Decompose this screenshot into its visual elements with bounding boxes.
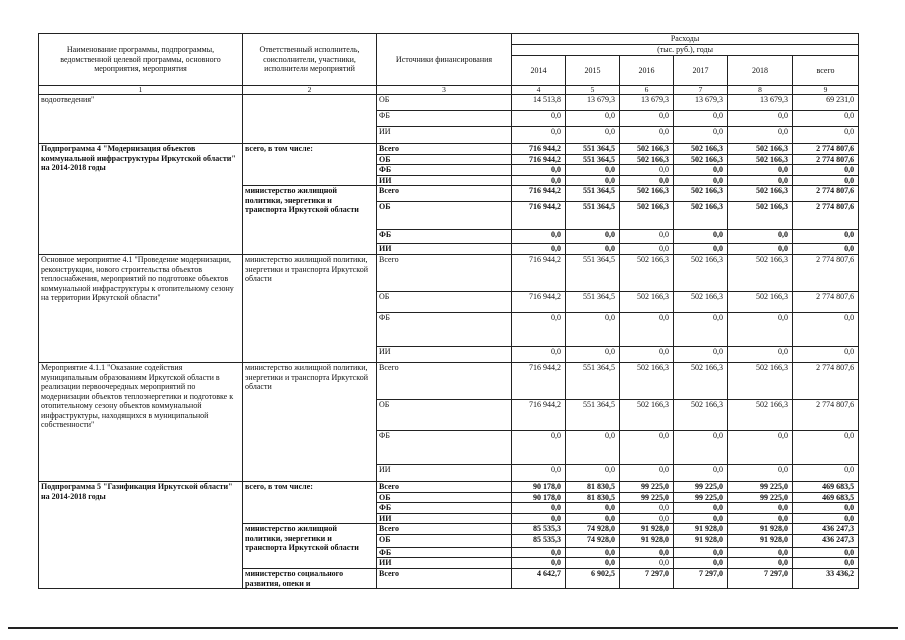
year-value-cell: 502 166,3	[674, 186, 728, 202]
year-value-cell: 0,0	[620, 230, 674, 244]
total-value-cell: 0,0	[793, 465, 859, 482]
funding-source-cell: Всего	[377, 524, 512, 535]
year-value-cell: 502 166,3	[620, 202, 674, 230]
year-value-cell: 91 928,0	[728, 534, 793, 547]
year-value-cell: 716 944,2	[512, 363, 566, 400]
year-value-cell: 502 166,3	[620, 363, 674, 400]
year-value-cell: 502 166,3	[728, 292, 793, 313]
year-value-cell: 0,0	[620, 347, 674, 363]
funding-source-cell: Всего	[377, 569, 512, 589]
year-value-cell: 551 364,5	[566, 255, 620, 292]
year-value-cell: 502 166,3	[620, 255, 674, 292]
funding-source-cell: ФБ	[377, 313, 512, 347]
year-value-cell: 85 535,3	[512, 524, 566, 535]
year-value-cell: 0,0	[512, 111, 566, 127]
year-value-cell: 502 166,3	[728, 186, 793, 202]
year-value-cell: 0,0	[512, 347, 566, 363]
year-value-cell: 13 679,3	[620, 95, 674, 111]
total-value-cell: 0,0	[793, 347, 859, 363]
year-value-cell: 0,0	[512, 431, 566, 465]
year-value-cell: 4 642,7	[512, 569, 566, 589]
year-value-cell: 91 928,0	[674, 524, 728, 535]
year-value-cell: 0,0	[674, 431, 728, 465]
executor-cell: министерство жилищной политики, энергетики и транспорта Иркутской области	[243, 363, 377, 482]
funding-source-cell: ИИ	[377, 558, 512, 569]
year-value-cell: 551 364,5	[566, 144, 620, 155]
year-value-cell: 0,0	[620, 127, 674, 144]
year-value-cell: 716 944,2	[512, 400, 566, 431]
total-value-cell: 0,0	[793, 431, 859, 465]
executor-cell: всего, в том числе:	[243, 482, 377, 524]
year-value-cell: 0,0	[620, 111, 674, 127]
year-value-cell: 99 225,0	[620, 482, 674, 493]
year-value-cell: 0,0	[566, 558, 620, 569]
header-row	[39, 34, 859, 45]
year-value-cell: 0,0	[512, 244, 566, 255]
year-value-cell: 0,0	[566, 244, 620, 255]
year-value-cell: 0,0	[566, 431, 620, 465]
year-value-cell: 0,0	[512, 230, 566, 244]
year-value-cell: 716 944,2	[512, 202, 566, 230]
total-value-cell: 0,0	[793, 503, 859, 514]
total-value-cell: 2 774 807,6	[793, 292, 859, 313]
funding-source-cell: ИИ	[377, 175, 512, 186]
year-value-cell: 0,0	[674, 313, 728, 347]
total-value-cell: 2 774 807,6	[793, 186, 859, 202]
year-value-cell: 0,0	[620, 503, 674, 514]
year-value-cell: 0,0	[512, 558, 566, 569]
header-executor: Ответственный исполнитель, соисполнители, участники, исполнители мероприятий	[243, 34, 377, 86]
executor-cell: всего, в том числе:	[243, 144, 377, 186]
year-value-cell: 0,0	[566, 111, 620, 127]
year-value-cell: 14 513,8	[512, 95, 566, 111]
year-value-cell: 0,0	[620, 244, 674, 255]
year-value-cell: 0,0	[728, 165, 793, 176]
year-value-cell: 0,0	[728, 347, 793, 363]
total-value-cell: 2 774 807,6	[793, 363, 859, 400]
year-value-cell: 0,0	[728, 465, 793, 482]
executor-cell: министерство жилищной политики, энергетики и транспорта Иркутской области	[243, 524, 377, 569]
total-value-cell: 2 774 807,6	[793, 255, 859, 292]
table-body	[39, 95, 859, 589]
total-value-cell: 2 774 807,6	[793, 144, 859, 155]
program-name-cell: водоотведения"	[39, 95, 243, 144]
col-index: 2	[243, 86, 377, 95]
total-value-cell: 469 683,5	[793, 482, 859, 493]
year-value-cell: 0,0	[728, 558, 793, 569]
funding-source-cell: ОБ	[377, 534, 512, 547]
funding-source-cell: ИИ	[377, 244, 512, 255]
year-value-cell: 0,0	[728, 111, 793, 127]
year-value-cell: 502 166,3	[674, 154, 728, 165]
funding-source-cell: ОБ	[377, 400, 512, 431]
funding-source-cell: Всего	[377, 255, 512, 292]
year-value-cell: 7 297,0	[674, 569, 728, 589]
year-value-cell: 0,0	[512, 513, 566, 524]
total-value-cell: 2 774 807,6	[793, 202, 859, 230]
year-value-cell: 0,0	[674, 558, 728, 569]
bottom-divider	[8, 627, 898, 629]
year-value-cell: 551 364,5	[566, 154, 620, 165]
year-value-cell: 0,0	[674, 503, 728, 514]
year-value-cell: 0,0	[728, 503, 793, 514]
col-index: 6	[620, 86, 674, 95]
executor-cell: министерство социального развития, опеки и	[243, 569, 377, 589]
funding-source-cell: ОБ	[377, 292, 512, 313]
year-value-cell: 0,0	[620, 431, 674, 465]
year-value-cell: 0,0	[674, 244, 728, 255]
funding-source-cell: ОБ	[377, 202, 512, 230]
year-value-cell: 0,0	[512, 547, 566, 558]
year-value-cell: 0,0	[674, 175, 728, 186]
total-value-cell: 0,0	[793, 175, 859, 186]
year-2017: 2017	[674, 56, 728, 86]
year-value-cell: 6 902,5	[566, 569, 620, 589]
year-value-cell: 99 225,0	[674, 492, 728, 503]
year-2015: 2015	[566, 56, 620, 86]
table-row	[39, 363, 859, 400]
year-value-cell: 0,0	[620, 465, 674, 482]
year-value-cell: 0,0	[728, 547, 793, 558]
col-index: 8	[728, 86, 793, 95]
year-value-cell: 99 225,0	[728, 482, 793, 493]
year-value-cell: 13 679,3	[728, 95, 793, 111]
year-total: всего	[793, 56, 859, 86]
year-value-cell: 0,0	[512, 313, 566, 347]
total-value-cell: 0,0	[793, 165, 859, 176]
year-value-cell: 551 364,5	[566, 363, 620, 400]
total-value-cell: 2 774 807,6	[793, 154, 859, 165]
header-sources: Источники финансирования	[377, 34, 512, 86]
funding-source-cell: ФБ	[377, 503, 512, 514]
year-2016: 2016	[620, 56, 674, 86]
year-value-cell: 502 166,3	[620, 186, 674, 202]
year-value-cell: 13 679,3	[566, 95, 620, 111]
program-name-cell: Подпрограмма 4 "Модернизация объектов коммунальной инфраструктуры Иркутской области" на 2014-2018 годы	[39, 144, 243, 255]
table-row	[39, 482, 859, 493]
year-value-cell: 502 166,3	[674, 363, 728, 400]
year-value-cell: 7 297,0	[728, 569, 793, 589]
year-value-cell: 90 178,0	[512, 482, 566, 493]
funding-source-cell: Всего	[377, 186, 512, 202]
year-value-cell: 502 166,3	[620, 144, 674, 155]
funding-source-cell: ФБ	[377, 230, 512, 244]
funding-source-cell: ИИ	[377, 127, 512, 144]
year-value-cell: 716 944,2	[512, 255, 566, 292]
funding-source-cell: Всего	[377, 363, 512, 400]
header-expenses: Расходы	[512, 34, 859, 45]
total-value-cell: 436 247,3	[793, 534, 859, 547]
year-value-cell: 502 166,3	[620, 154, 674, 165]
year-value-cell: 502 166,3	[674, 400, 728, 431]
total-value-cell: 33 436,2	[793, 569, 859, 589]
year-value-cell: 502 166,3	[728, 154, 793, 165]
year-value-cell: 0,0	[728, 127, 793, 144]
year-value-cell: 0,0	[728, 313, 793, 347]
year-value-cell: 81 830,5	[566, 482, 620, 493]
total-value-cell: 469 683,5	[793, 492, 859, 503]
year-value-cell: 99 225,0	[674, 482, 728, 493]
year-value-cell: 502 166,3	[674, 292, 728, 313]
year-value-cell: 91 928,0	[674, 534, 728, 547]
year-value-cell: 0,0	[620, 558, 674, 569]
year-value-cell: 91 928,0	[728, 524, 793, 535]
year-value-cell: 0,0	[566, 175, 620, 186]
year-value-cell: 502 166,3	[620, 292, 674, 313]
year-value-cell: 0,0	[728, 230, 793, 244]
table-row	[39, 95, 859, 111]
col-index: 7	[674, 86, 728, 95]
year-value-cell: 716 944,2	[512, 144, 566, 155]
funding-source-cell: ОБ	[377, 154, 512, 165]
year-value-cell: 502 166,3	[620, 400, 674, 431]
col-index: 3	[377, 86, 512, 95]
year-value-cell: 74 928,0	[566, 534, 620, 547]
funding-source-cell: ФБ	[377, 111, 512, 127]
year-value-cell: 551 364,5	[566, 202, 620, 230]
column-index-row	[39, 86, 859, 95]
funding-source-cell: ФБ	[377, 431, 512, 465]
year-value-cell: 0,0	[566, 465, 620, 482]
budget-table	[38, 33, 859, 589]
funding-source-cell: ФБ	[377, 547, 512, 558]
header-units: (тыс. руб.), годы	[512, 45, 859, 56]
budget-sheet	[38, 33, 858, 589]
program-name-cell: Мероприятие 4.1.1 "Оказание содействия муниципальным образованиям Иркутской области в реализации первоочередных мероприятий по модернизации объектов теплоэнергетики и подготовке к отопительному сезону объектов коммунальной инфраструктуры, находящихся в муниципальной собственности"	[39, 363, 243, 482]
year-value-cell: 502 166,3	[728, 255, 793, 292]
year-value-cell: 81 830,5	[566, 492, 620, 503]
year-value-cell: 0,0	[674, 347, 728, 363]
year-value-cell: 0,0	[674, 111, 728, 127]
year-value-cell: 716 944,2	[512, 186, 566, 202]
year-value-cell: 0,0	[728, 513, 793, 524]
year-value-cell: 551 364,5	[566, 186, 620, 202]
header-name: Наименование программы, подпрограммы, ведомственной целевой программы, основного мероприятия, мероприятия	[39, 34, 243, 86]
table-row	[39, 144, 859, 155]
program-name-cell: Подпрограмма 5 "Газификация Иркутской области" на 2014-2018 годы	[39, 482, 243, 589]
year-value-cell: 0,0	[566, 513, 620, 524]
executor-cell: министерство жилищной политики, энергетики и транспорта Иркутской области	[243, 255, 377, 363]
year-value-cell: 502 166,3	[728, 400, 793, 431]
funding-source-cell: Всего	[377, 482, 512, 493]
funding-source-cell: ФБ	[377, 165, 512, 176]
year-value-cell: 0,0	[620, 547, 674, 558]
year-value-cell: 0,0	[566, 165, 620, 176]
year-value-cell: 99 225,0	[728, 492, 793, 503]
funding-source-cell: ИИ	[377, 465, 512, 482]
year-value-cell: 91 928,0	[620, 534, 674, 547]
funding-source-cell: Всего	[377, 144, 512, 155]
year-value-cell: 551 364,5	[566, 400, 620, 431]
year-value-cell: 716 944,2	[512, 154, 566, 165]
total-value-cell: 0,0	[793, 558, 859, 569]
year-value-cell: 0,0	[512, 175, 566, 186]
year-value-cell: 0,0	[566, 127, 620, 144]
year-value-cell: 13 679,3	[674, 95, 728, 111]
year-value-cell: 0,0	[674, 465, 728, 482]
total-value-cell: 0,0	[793, 547, 859, 558]
year-value-cell: 7 297,0	[620, 569, 674, 589]
year-value-cell: 0,0	[512, 127, 566, 144]
year-value-cell: 0,0	[512, 165, 566, 176]
total-value-cell: 436 247,3	[793, 524, 859, 535]
year-value-cell: 0,0	[512, 503, 566, 514]
year-value-cell: 99 225,0	[620, 492, 674, 503]
year-value-cell: 0,0	[566, 347, 620, 363]
year-2018: 2018	[728, 56, 793, 86]
year-value-cell: 0,0	[566, 230, 620, 244]
year-value-cell: 85 535,3	[512, 534, 566, 547]
funding-source-cell: ОБ	[377, 492, 512, 503]
year-value-cell: 716 944,2	[512, 292, 566, 313]
year-value-cell: 502 166,3	[674, 255, 728, 292]
total-value-cell: 69 231,0	[793, 95, 859, 111]
total-value-cell: 0,0	[793, 230, 859, 244]
year-value-cell: 0,0	[674, 547, 728, 558]
year-value-cell: 0,0	[566, 313, 620, 347]
year-value-cell: 502 166,3	[674, 144, 728, 155]
executor-cell	[243, 95, 377, 144]
year-value-cell: 502 166,3	[728, 363, 793, 400]
total-value-cell: 2 774 807,6	[793, 400, 859, 431]
year-value-cell: 502 166,3	[728, 144, 793, 155]
year-value-cell: 0,0	[728, 431, 793, 465]
funding-source-cell: ИИ	[377, 513, 512, 524]
total-value-cell: 0,0	[793, 313, 859, 347]
year-value-cell: 0,0	[512, 465, 566, 482]
year-value-cell: 0,0	[728, 244, 793, 255]
col-index: 1	[39, 86, 243, 95]
year-value-cell: 0,0	[674, 513, 728, 524]
year-value-cell: 0,0	[620, 313, 674, 347]
year-value-cell: 0,0	[674, 165, 728, 176]
year-value-cell: 0,0	[674, 230, 728, 244]
funding-source-cell: ИИ	[377, 347, 512, 363]
executor-cell: министерство жилищной политики, энергетики и транспорта Иркутской области	[243, 186, 377, 255]
funding-source-cell: ОБ	[377, 95, 512, 111]
total-value-cell: 0,0	[793, 127, 859, 144]
year-value-cell: 0,0	[674, 127, 728, 144]
year-value-cell: 0,0	[728, 175, 793, 186]
year-2014: 2014	[512, 56, 566, 86]
year-value-cell: 551 364,5	[566, 292, 620, 313]
year-value-cell: 0,0	[566, 547, 620, 558]
table-row	[39, 255, 859, 292]
total-value-cell: 0,0	[793, 513, 859, 524]
year-value-cell: 0,0	[620, 513, 674, 524]
year-value-cell: 90 178,0	[512, 492, 566, 503]
col-index: 4	[512, 86, 566, 95]
year-value-cell: 74 928,0	[566, 524, 620, 535]
year-value-cell: 0,0	[620, 165, 674, 176]
year-value-cell: 0,0	[620, 175, 674, 186]
total-value-cell: 0,0	[793, 244, 859, 255]
program-name-cell: Основное мероприятие 4.1 "Проведение модернизации, реконструкции, нового строительства объектов теплоснабжения, мероприятий по подготовке объектов коммунальной инфраструктуры к отопительному сезону на территории Иркутской области"	[39, 255, 243, 363]
year-value-cell: 91 928,0	[620, 524, 674, 535]
year-value-cell: 0,0	[566, 503, 620, 514]
year-value-cell: 502 166,3	[674, 202, 728, 230]
year-value-cell: 502 166,3	[728, 202, 793, 230]
total-value-cell: 0,0	[793, 111, 859, 127]
col-index: 9	[793, 86, 859, 95]
col-index: 5	[566, 86, 620, 95]
